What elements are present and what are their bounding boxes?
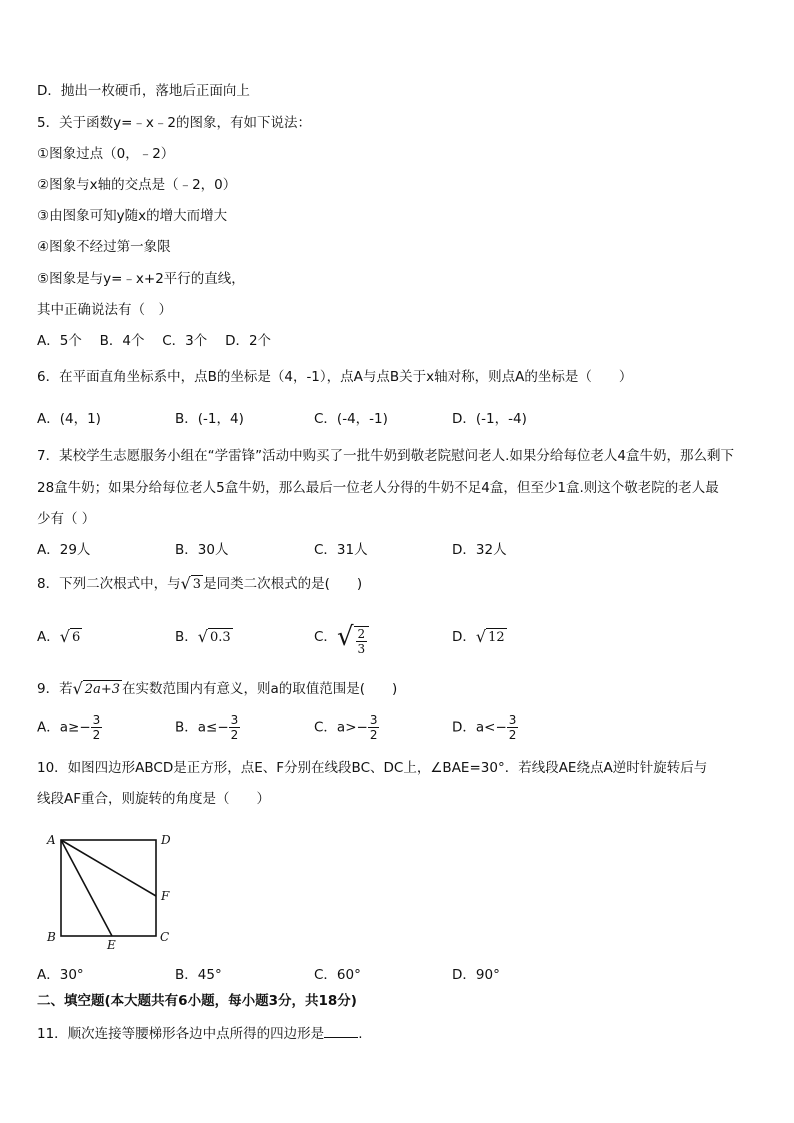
sqrt-2a-plus-3: √ 2a+3: [72, 679, 120, 698]
question-7-line-1: 7．某校学生志愿服务小组在“学雷锋”活动中购买了一批牛奶到敬老院慰问老人.如果分给每位老人4盒牛奶，那么剩下: [37, 448, 734, 464]
q8-prefix: 8．下列二次根式中，与: [37, 576, 181, 592]
question-7-line-3: 少有（ ）: [37, 511, 96, 527]
question-8: [37, 575, 362, 593]
q7-option-b: B．30人: [175, 542, 229, 558]
q9-option-a: A．a≥− $\frac{3}{2}$: [37, 713, 101, 742]
answer-blank: [324, 1023, 358, 1038]
square-abcd-figure: [44, 830, 184, 950]
label-e: E: [107, 938, 116, 950]
q10-option-b: B．45°: [175, 967, 222, 983]
sqrt-3: √ 3: [180, 574, 202, 593]
question-10-line-1: 10．如图四边形ABCD是正方形，点E、F分别在线段BC、DC上，∠BAE=30°．若线段AE绕点A逆时针旋转后与: [37, 760, 708, 776]
question-10-line-2: 线段AF重合，则旋转的角度是（ ）: [37, 791, 270, 807]
label-a: A: [47, 833, 56, 847]
q10-option-c: C．60°: [314, 967, 361, 983]
q8-option-b: B． √ 0.3: [175, 627, 231, 646]
q6-option-b: B．(-1，4): [175, 411, 244, 427]
q9-option-d: D．a<− $\frac{3}{2}$: [452, 713, 517, 742]
question-11: 11．顺次连接等腰梯形各边中点所得的四边形是 .: [37, 1023, 362, 1043]
q6-option-c: C．(-4，-1): [314, 411, 388, 427]
label-b: B: [47, 930, 56, 944]
section-2-heading: 二、填空题(本大题共有6小题，每小题3分，共18分): [37, 993, 357, 1009]
question-6: 6．在平面直角坐标系中，点B的坐标是（4，-1），点A与点B关于x轴对称，则点A的坐标是（ ）: [37, 369, 633, 385]
question-7-line-2: 28盒牛奶；如果分给每位老人5盒牛奶，那么最后一位老人分得的牛奶不足4盒，但至少1盒.则这个敬老院的老人最: [37, 480, 719, 496]
q5-statement-2: ②图象与x轴的交点是（﹣2，0）: [37, 177, 237, 193]
q9-option-c: C．a>− $\frac{3}{2}$: [314, 713, 378, 742]
q5-statement-5: ⑤图象是与y=﹣x+2平行的直线，: [37, 271, 245, 287]
q8-suffix: 是同类二次根式的是( ): [203, 576, 363, 592]
q6-option-d: D．(-1，-4): [452, 411, 527, 427]
question-9: 9．若 √ 2a+3 在实数范围内有意义，则a的取值范围是( ): [37, 679, 398, 698]
q5-statement-1: ①图象过点（0，﹣2）: [37, 146, 175, 162]
label-f: F: [161, 889, 170, 903]
q7-option-a: A．29人: [37, 542, 91, 558]
q7-option-c: C．31人: [314, 542, 368, 558]
q10-option-a: A．30°: [37, 967, 84, 983]
q7-option-d: D．32人: [452, 542, 507, 558]
q8-option-c: C． √ $\frac{2}{3}$: [314, 618, 369, 656]
q10-option-d: D．90°: [452, 967, 500, 983]
label-c: C: [160, 930, 170, 944]
q5-ask: 其中正确说法有（ ）: [37, 302, 172, 318]
q5-options: A．5个 B．4个 C．3个 D．2个: [37, 333, 272, 349]
q5-statement-4: ④图象不经过第一象限: [37, 239, 171, 255]
q9-option-b: B．a≤− $\frac{3}{2}$: [175, 713, 239, 742]
q5-statement-3: ③由图象可知y随x的增大而增大: [37, 208, 228, 224]
question-5: 5．关于函数y=﹣x﹣2的图象，有如下说法：: [37, 115, 311, 131]
q6-option-a: A．(4，1): [37, 411, 101, 427]
q8-option-d: D． √ 12: [452, 627, 505, 646]
label-d: D: [161, 833, 171, 847]
option-d-line: D．抛出一枚硬币，落地后正面向上: [37, 83, 250, 99]
q8-option-a: A． √ 6: [37, 627, 81, 646]
